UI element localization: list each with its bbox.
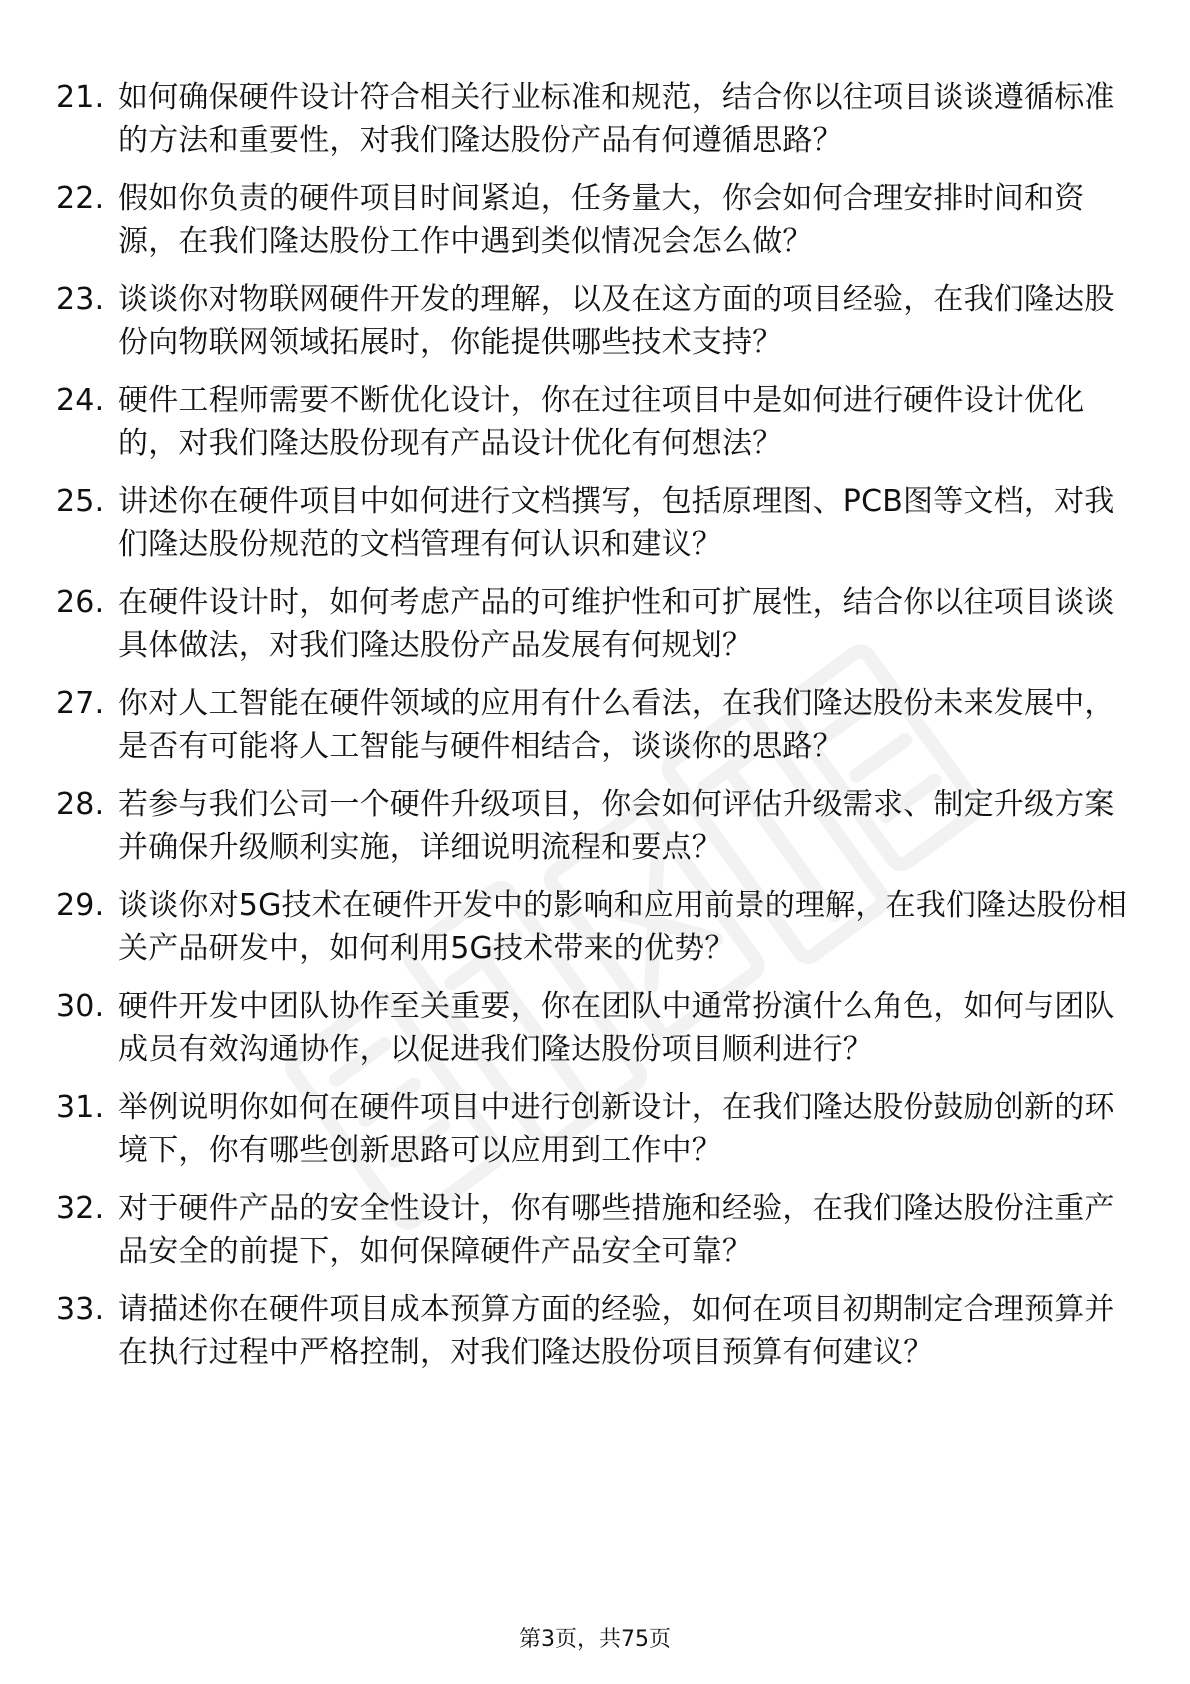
question-number: 28. — [56, 787, 105, 822]
question-text: 如何确保硬件设计符合相关行业标准和规范，结合你以往项目谈谈遵循标准的方法和重要性，对我们隆达股份产品有何遵循思路？ — [118, 80, 1115, 158]
question-text: 硬件工程师需要不断优化设计，你在过往项目中是如何进行硬件设计优化的，对我们隆达股份现有产品设计优化有何想法？ — [118, 383, 1085, 461]
question-number: 31. — [56, 1090, 105, 1125]
question-number: 21. — [56, 80, 105, 115]
question-item — [56, 1086, 1136, 1172]
question-text: 若参与我们公司一个硬件升级项目，你会如何评估升级需求、制定升级方案并确保升级顺利实施，详细说明流程和要点？ — [118, 787, 1115, 865]
question-number: 33. — [56, 1292, 105, 1327]
question-text: 举例说明你如何在硬件项目中进行创新设计，在我们隆达股份鼓励创新的环境下，你有哪些创新思路可以应用到工作中？ — [118, 1090, 1115, 1168]
question-number: 23. — [56, 282, 105, 317]
question-number: 25. — [56, 484, 105, 519]
question-text: 假如你负责的硬件项目时间紧迫，任务量大，你会如何合理安排时间和资源，在我们隆达股份工作中遇到类似情况会怎么做？ — [118, 181, 1085, 259]
question-item — [56, 480, 1136, 566]
question-text: 在硬件设计时，如何考虑产品的可维护性和可扩展性，结合你以往项目谈谈具体做法，对我们隆达股份产品发展有何规划？ — [118, 585, 1115, 663]
question-text: 谈谈你对物联网硬件开发的理解，以及在这方面的项目经验，在我们隆达股份向物联网领域拓展时，你能提供哪些技术支持？ — [118, 282, 1115, 360]
question-item — [56, 1288, 1136, 1374]
question-text: 谈谈你对5G技术在硬件开发中的影响和应用前景的理解，在我们隆达股份相关产品研发中，如何利用5G技术带来的优势？ — [118, 888, 1128, 966]
question-list — [56, 76, 1136, 1389]
page-number: 第3页，共75页 — [519, 1627, 671, 1652]
question-item — [56, 985, 1136, 1071]
question-item — [56, 278, 1136, 364]
question-item — [56, 682, 1136, 768]
question-item — [56, 884, 1136, 970]
question-number: 27. — [56, 686, 105, 721]
question-number: 26. — [56, 585, 105, 620]
question-number: 30. — [56, 989, 105, 1024]
question-number: 29. — [56, 888, 105, 923]
question-item — [56, 76, 1136, 162]
question-text: 你对人工智能在硬件领域的应用有什么看法，在我们隆达股份未来发展中，是否有可能将人工智能与硬件相结合，谈谈你的思路？ — [118, 686, 1115, 764]
question-number: 22. — [56, 181, 105, 216]
question-item — [56, 177, 1136, 263]
question-text: 对于硬件产品的安全性设计，你有哪些措施和经验，在我们隆达股份注重产品安全的前提下，如何保障硬件产品安全可靠？ — [118, 1191, 1115, 1269]
question-text: 硬件开发中团队协作至关重要，你在团队中通常扮演什么角色，如何与团队成员有效沟通协作，以促进我们隆达股份项目顺利进行？ — [118, 989, 1115, 1067]
question-text: 请描述你在硬件项目成本预算方面的经验，如何在项目初期制定合理预算并在执行过程中严格控制，对我们隆达股份项目预算有何建议？ — [118, 1292, 1115, 1370]
question-number: 32. — [56, 1191, 105, 1226]
question-item — [56, 783, 1136, 869]
question-number: 24. — [56, 383, 105, 418]
question-item — [56, 581, 1136, 667]
question-item — [56, 379, 1136, 465]
question-item — [56, 1187, 1136, 1273]
question-text: 讲述你在硬件项目中如何进行文档撰写，包括原理图、PCB图等文档，对我们隆达股份规范的文档管理有何认识和建议？ — [118, 484, 1115, 562]
